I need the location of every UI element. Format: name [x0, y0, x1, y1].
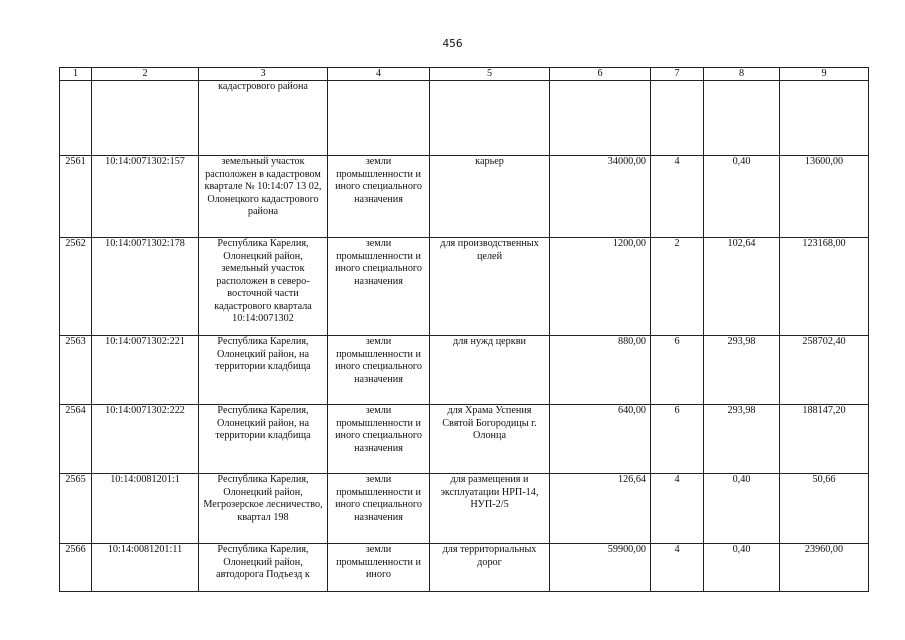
land-category: земли промышленности и иного специального назначения	[328, 474, 430, 544]
location: Республика Карелия, Олонецкий район, земельный участок расположен в северо-восточной части кадастрового квартала 10:14:0071302	[199, 238, 328, 336]
group-number: 4	[651, 156, 704, 238]
permitted-use: для Храма Успения Святой Богородицы г. Олонца	[430, 405, 550, 474]
land-category: земли промышленности и иного специального назначения	[328, 405, 430, 474]
specific-value: 0,40	[704, 156, 780, 238]
permitted-use	[430, 81, 550, 156]
cadastral-number: 10:14:0071302:178	[92, 238, 199, 336]
land-category: земли промышленности и иного специального назначения	[328, 336, 430, 405]
cadastral-number: 10:14:0081201:11	[92, 544, 199, 592]
cadastral-value: 258702,40	[780, 336, 869, 405]
cadastral-value: 50,66	[780, 474, 869, 544]
table-row	[60, 238, 869, 336]
column-header: 9	[780, 68, 869, 81]
location: Республика Карелия, Олонецкий район, автодорога Подъезд к	[199, 544, 328, 592]
row-number: 2561	[60, 156, 92, 238]
group-number: 2	[651, 238, 704, 336]
land-registry-table	[59, 67, 869, 592]
area: 640,00	[550, 405, 651, 474]
location: кадастрового района	[199, 81, 328, 156]
column-header: 2	[92, 68, 199, 81]
row-number: 2564	[60, 405, 92, 474]
cadastral-number: 10:14:0071302:222	[92, 405, 199, 474]
cadastral-value: 188147,20	[780, 405, 869, 474]
location: земельный участок расположен в кадастровом квартале № 10:14:07 13 02, Олонецкого кадастрового района	[199, 156, 328, 238]
cadastral-number: 10:14:0081201:1	[92, 474, 199, 544]
column-header: 5	[430, 68, 550, 81]
specific-value: 0,40	[704, 474, 780, 544]
table-row	[60, 405, 869, 474]
specific-value: 102,64	[704, 238, 780, 336]
row-number	[60, 81, 92, 156]
table-row	[60, 156, 869, 238]
permitted-use: для размещения и эксплуатации НРП-14, НУП-2/5	[430, 474, 550, 544]
area: 126,64	[550, 474, 651, 544]
location: Республика Карелия, Олонецкий район, на территории кладбища	[199, 405, 328, 474]
land-category: земли промышленности и иного специального назначения	[328, 238, 430, 336]
cadastral-value: 23960,00	[780, 544, 869, 592]
specific-value: 0,40	[704, 544, 780, 592]
row-number: 2562	[60, 238, 92, 336]
cadastral-value	[780, 81, 869, 156]
area: 880,00	[550, 336, 651, 405]
cadastral-number	[92, 81, 199, 156]
cadastral-number: 10:14:0071302:221	[92, 336, 199, 405]
permitted-use: карьер	[430, 156, 550, 238]
permitted-use: для производственных целей	[430, 238, 550, 336]
group-number: 4	[651, 544, 704, 592]
specific-value	[704, 81, 780, 156]
page-number: 456	[442, 38, 463, 50]
column-header: 7	[651, 68, 704, 81]
group-number: 6	[651, 405, 704, 474]
column-header: 3	[199, 68, 328, 81]
permitted-use: для территориальных дорог	[430, 544, 550, 592]
permitted-use: для нужд церкви	[430, 336, 550, 405]
land-category: земли промышленности и иного	[328, 544, 430, 592]
group-number	[651, 81, 704, 156]
column-header: 6	[550, 68, 651, 81]
table-row	[60, 474, 869, 544]
row-number: 2565	[60, 474, 92, 544]
row-number: 2563	[60, 336, 92, 405]
table-row	[60, 81, 869, 156]
area	[550, 81, 651, 156]
cadastral-number: 10:14:0071302:157	[92, 156, 199, 238]
specific-value: 293,98	[704, 336, 780, 405]
location: Республика Карелия, Олонецкий район, на территории кладбища	[199, 336, 328, 405]
cadastral-value: 123168,00	[780, 238, 869, 336]
group-number: 6	[651, 336, 704, 405]
land-category	[328, 81, 430, 156]
column-number-row	[60, 68, 869, 81]
cadastral-value: 13600,00	[780, 156, 869, 238]
column-header: 4	[328, 68, 430, 81]
area: 59900,00	[550, 544, 651, 592]
table-row	[60, 544, 869, 592]
row-number: 2566	[60, 544, 92, 592]
column-header: 1	[60, 68, 92, 81]
group-number: 4	[651, 474, 704, 544]
area: 1200,00	[550, 238, 651, 336]
column-header: 8	[704, 68, 780, 81]
table-row	[60, 336, 869, 405]
location: Республика Карелия, Олонецкий район, Мегрозерское лесничество, квартал 198	[199, 474, 328, 544]
specific-value: 293,98	[704, 405, 780, 474]
area: 34000,00	[550, 156, 651, 238]
land-category: земли промышленности и иного специального назначения	[328, 156, 430, 238]
